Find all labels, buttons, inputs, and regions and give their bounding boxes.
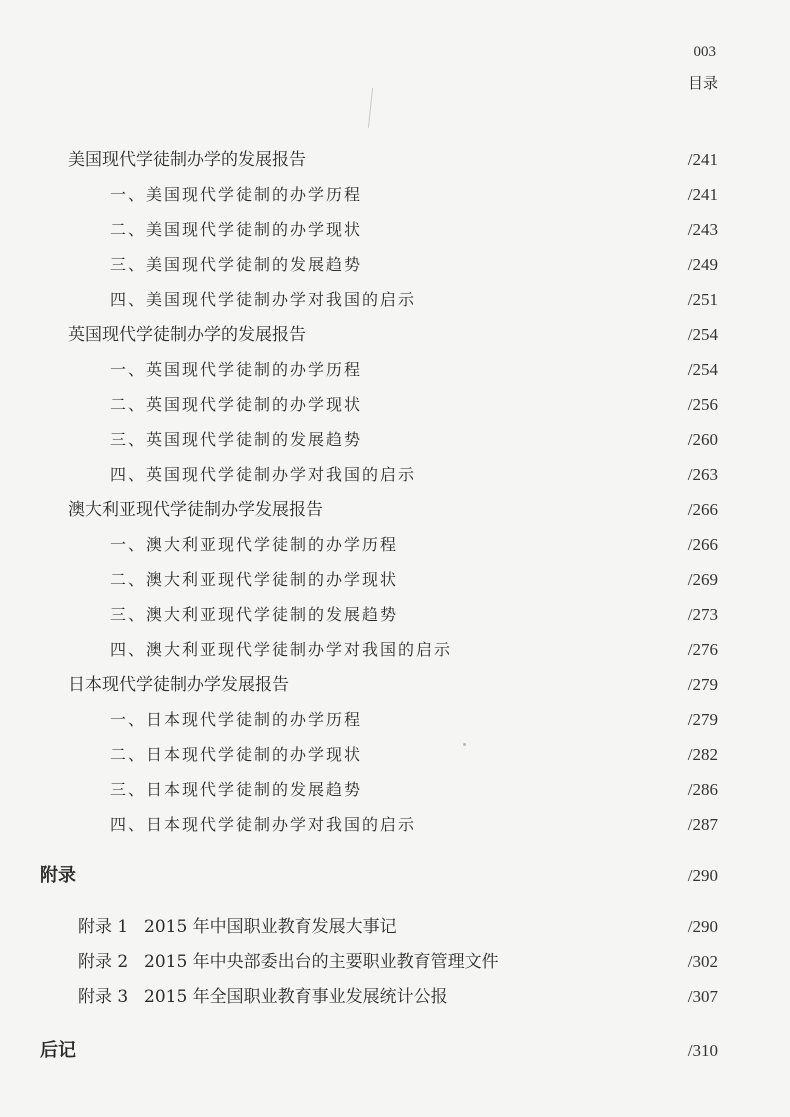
toc-item[interactable] [0,710,790,744]
toc-item[interactable] [0,185,790,219]
toc-item-label: 一、日本现代学徒制的办学历程 [110,710,363,729]
toc-item[interactable] [0,360,790,394]
toc-section-title: 英国现代学徒制办学的发展报告 [68,325,306,345]
toc-section-title: 澳大利亚现代学徒制办学发展报告 [68,500,323,520]
toc-page-number: /307 [687,987,718,1006]
toc-page-number: /266 [687,500,718,519]
toc-appendix-label [78,987,448,1007]
toc-item[interactable] [0,640,790,674]
toc-page-number: /266 [687,535,718,554]
toc-item[interactable] [0,465,790,499]
toc-appendix-item[interactable] [0,987,790,1021]
toc-appendix-item[interactable] [0,952,790,986]
toc-item[interactable] [0,780,790,814]
toc-item-label: 三、日本现代学徒制的发展趋势 [110,780,363,799]
toc-page-number: /243 [687,220,718,239]
toc-page-number: /241 [687,185,718,204]
toc-major-title: 后记 [40,1040,76,1061]
toc-page-number: /286 [687,780,718,799]
toc-item-label: 二、美国现代学徒制的办学现状 [110,220,363,239]
toc-page-number: /241 [687,150,718,169]
toc-item-label: 三、澳大利亚现代学徒制的发展趋势 [110,605,399,624]
toc-page-number: /256 [687,395,718,414]
toc-item[interactable] [0,430,790,464]
toc-item[interactable] [0,290,790,324]
toc-item-label: 一、美国现代学徒制的办学历程 [110,185,363,204]
toc-section-title: 美国现代学徒制办学的发展报告 [68,150,306,170]
toc-item[interactable] [0,815,790,849]
toc-page-number: /254 [687,360,718,379]
toc-item-label: 一、澳大利亚现代学徒制的办学历程 [110,535,399,554]
toc-page-number: /260 [687,430,718,449]
appendix-code: 附录 1 [78,917,129,937]
toc-item[interactable] [0,745,790,779]
toc-section-title: 日本现代学徒制办学发展报告 [68,675,289,695]
toc-major-title: 附录 [40,865,76,886]
toc-item[interactable] [0,255,790,289]
toc-page-number: /282 [687,745,718,764]
toc-item-label: 二、日本现代学徒制的办学现状 [110,745,363,764]
toc-section-japan[interactable] [0,675,790,709]
toc-page-number: /279 [687,710,718,729]
toc-appendix-label [78,917,397,937]
toc-item-label: 四、英国现代学徒制办学对我国的启示 [110,465,417,484]
appendix-title: 2015 年中国职业教育发展大事记 [144,917,397,937]
toc-page-number: /302 [687,952,718,971]
toc-page-number: /287 [687,815,718,834]
toc-item-label: 四、美国现代学徒制办学对我国的启示 [110,290,417,309]
toc-page-number: /269 [687,570,718,589]
toc-item-label: 三、英国现代学徒制的发展趋势 [110,430,363,449]
toc-item-label: 三、美国现代学徒制的发展趋势 [110,255,363,274]
appendix-title: 2015 年全国职业教育事业发展统计公报 [144,987,448,1007]
toc-item-label: 二、澳大利亚现代学徒制的办学现状 [110,570,399,589]
toc-item[interactable] [0,220,790,254]
toc-page-number: /276 [687,640,718,659]
toc-afterword[interactable] [0,1041,790,1075]
toc-item-label: 二、英国现代学徒制的办学现状 [110,395,363,414]
toc-page-number: /251 [687,290,718,309]
page-number: 003 [693,44,716,60]
toc-item[interactable] [0,570,790,604]
toc-appendix-heading[interactable] [0,866,790,900]
appendix-title: 2015 年中央部委出台的主要职业教育管理文件 [144,952,499,972]
toc-appendix-item[interactable] [0,917,790,951]
toc-item[interactable] [0,395,790,429]
running-header-title: 目录 [687,74,718,92]
toc-item[interactable] [0,605,790,639]
appendix-code: 附录 2 [78,952,129,972]
toc-page-number: /290 [687,866,718,885]
toc-page-number: /310 [687,1041,718,1060]
toc-page-number: /279 [687,675,718,694]
toc-item-label: 四、日本现代学徒制办学对我国的启示 [110,815,417,834]
toc-item-label: 一、英国现代学徒制的办学历程 [110,360,363,379]
toc-item[interactable] [0,535,790,569]
appendix-code: 附录 3 [78,987,129,1007]
toc-appendix-label [78,952,499,972]
toc-section-australia[interactable] [0,500,790,534]
toc-page-number: /249 [687,255,718,274]
toc-section-uk[interactable] [0,325,790,359]
toc-page-number: /254 [687,325,718,344]
toc-item-label: 四、澳大利亚现代学徒制办学对我国的启示 [110,640,453,659]
toc-page-number: /263 [687,465,718,484]
toc-section-us[interactable] [0,150,790,184]
scan-mark [368,88,377,128]
toc-page-number: /273 [687,605,718,624]
toc-page-number: /290 [687,917,718,936]
